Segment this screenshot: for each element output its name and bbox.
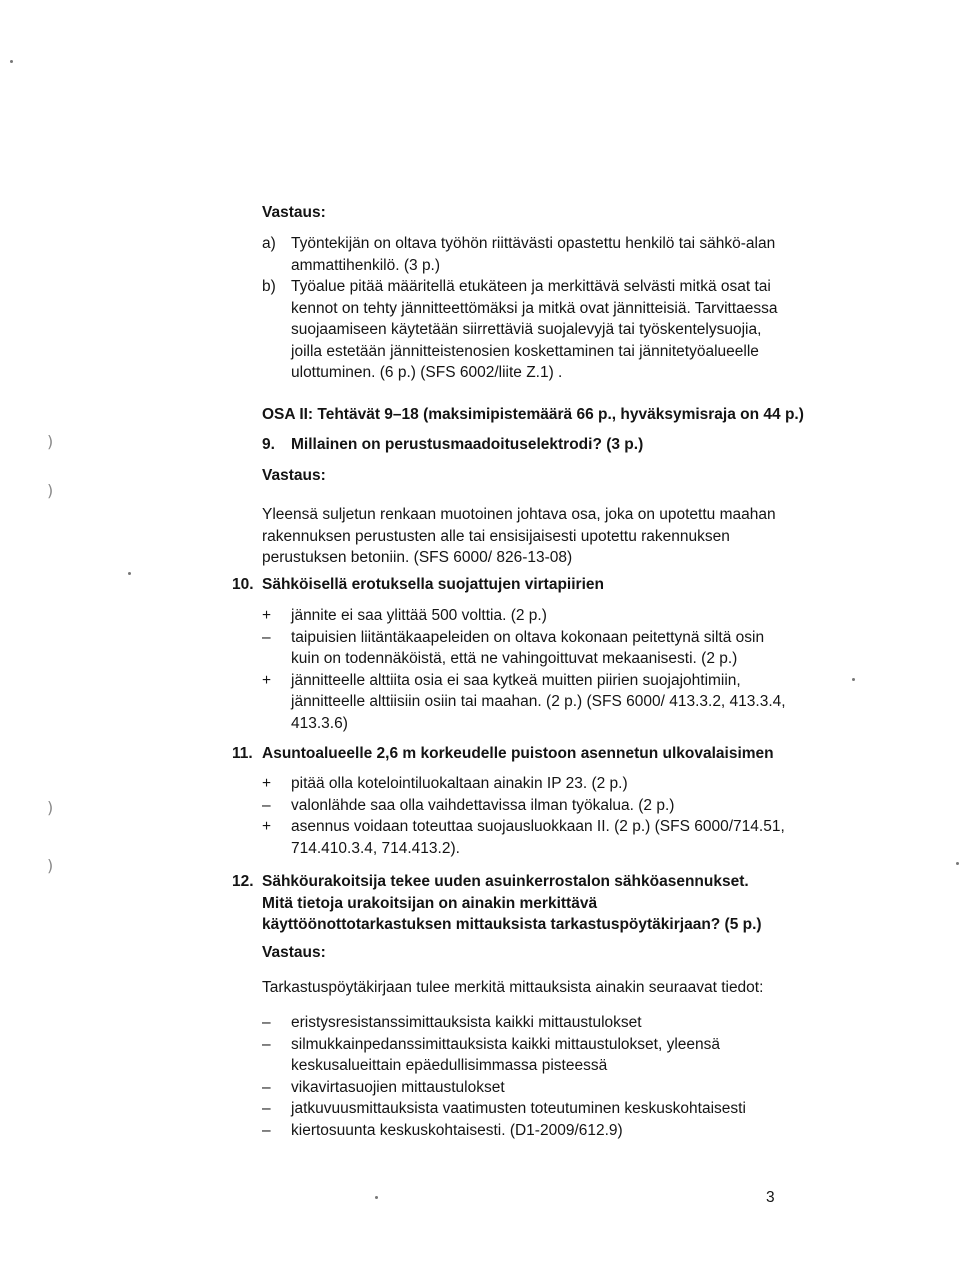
answer-list — [262, 233, 796, 384]
list-item — [262, 1012, 796, 1034]
answer-list — [262, 1012, 796, 1141]
scan-speck — [852, 678, 855, 681]
question-number: 10. — [232, 576, 254, 593]
item-marker: + — [262, 775, 272, 792]
list-item — [262, 670, 796, 735]
list-item — [262, 605, 796, 627]
item-text: pitää olla kotelointiluokaltaan ainakin IP 23. (2 p.) — [291, 775, 628, 792]
item-marker: – — [262, 1035, 271, 1053]
list-item — [262, 1034, 796, 1077]
item-text: taipuisien liitäntäkaapeleiden on oltava kokonaan peitettynä siltä osin kuin on todennäköistä, että ne vahingoittuvat mekaanisesti. (2 p.) — [291, 628, 765, 667]
item-text: jännitteelle alttiita osia ei saa kytkeä muitten piirien suojajohtimiin, jännitteelle alttiisiin osiin tai maahan. (2 p.) (SFS 6000/ 413.3.2, 413.3.4, 413.3.6) — [291, 671, 786, 732]
item-text: asennus voidaan toteuttaa suojausluokkaan II. (2 p.) (SFS 6000/714.51, 714.410.3.4, 714.413.2). — [291, 818, 785, 857]
scan-speck — [10, 60, 13, 63]
list-item — [262, 276, 796, 384]
item-text: Työalue pitää määritellä etukäteen ja merkittävä selvästi mitkä osat tai kennot on tehty jännitteettömäksi ja mitkä ovat jännitteisiä. Tarvittaessa suojaamiseen käytetään siirrettäviä suojalevyjä tai työskentelysuojia, joilla estetään jännitteistenosien koskettaminen tai jännitetyöalueelle ulottuminen. (6 p.) (SFS 6002/liite Z.1) . — [291, 278, 778, 381]
list-item — [262, 773, 796, 795]
item-marker: + — [262, 607, 272, 624]
item-text: eristysresistanssimittauksista kaikki mittaustulokset — [291, 1014, 642, 1031]
answer-label: Vastaus: — [262, 944, 326, 961]
item-marker: – — [262, 1100, 271, 1117]
item-marker: + — [262, 671, 272, 689]
scan-mark-paren: ) — [47, 798, 54, 817]
scan-speck — [956, 862, 959, 865]
scan-mark-paren: ) — [47, 432, 54, 451]
question-number: 12. — [232, 873, 254, 890]
item-marker: a) — [262, 235, 276, 252]
item-marker: – — [262, 1078, 271, 1096]
scan-speck — [375, 1196, 378, 1199]
scan-mark-paren: ) — [47, 481, 54, 500]
question-number: 11. — [232, 745, 253, 762]
item-marker: – — [262, 1121, 271, 1139]
item-marker: – — [262, 1014, 271, 1031]
list-item — [262, 1077, 796, 1099]
section-title: OSA II: Tehtävät 9–18 (maksimipistemäärä 66 p., hyväksymisraja on 44 p.) — [262, 406, 804, 423]
list-item — [262, 795, 796, 817]
item-text: valonlähde saa olla vaihdettavissa ilman työkalua. (2 p.) — [291, 796, 675, 814]
question-text: Sähköisellä erotuksella suojattujen virtapiirien — [262, 576, 604, 593]
item-text: jatkuvuusmittauksista vaatimusten toteutuminen keskuskohtaisesti — [291, 1100, 746, 1117]
item-marker: – — [262, 796, 271, 814]
item-text: Työntekijän on oltava työhön riittävästi opastettu henkilö tai sähkö-alan ammattihenkilö. (3 p.) — [291, 235, 776, 274]
answer-intro: Tarkastuspöytäkirjaan tulee merkitä mittauksista ainakin seuraavat tiedot: — [262, 979, 764, 996]
list-item — [262, 1120, 796, 1142]
list-item — [262, 816, 796, 859]
answer-text: Yleensä suljetun renkaan muotoinen johtava osa, joka on upotettu maahan rakennuksen perustusten alle tai ensisijaisesti upotettu rakennuksen perustuksen betoniin. (SFS 6000/ 826-13-08) — [262, 506, 776, 566]
answer-label: Vastaus: — [262, 204, 326, 221]
item-text: jännite ei saa ylittää 500 volttia. (2 p.) — [291, 607, 547, 624]
scan-speck — [128, 572, 131, 575]
question-text: Asuntoalueelle 2,6 m korkeudelle puistoon asennetun ulkovalaisimen — [262, 745, 774, 762]
answer-label: Vastaus: — [262, 467, 326, 484]
item-marker: + — [262, 818, 272, 835]
item-text: kiertosuunta keskuskohtaisesti. (D1-2009/612.9) — [291, 1121, 623, 1139]
list-item — [262, 233, 796, 276]
question-text: Millainen on perustusmaadoituselektrodi? (3 p.) — [291, 436, 644, 453]
item-text: vikavirtasuojien mittaustulokset — [291, 1078, 505, 1096]
item-marker: – — [262, 628, 271, 646]
item-marker: b) — [262, 278, 276, 295]
list-item — [262, 627, 796, 670]
question-text: Sähköurakoitsija tekee uuden asuinkerrostalon sähköasennukset. Mitä tietoja urakoitsijan on ainakin merkittävä käyttöönottotarkastuksen mittauksista tarkastuspöytäkirjaan? (5 p.) — [262, 873, 762, 933]
page-number: 3 — [766, 1189, 775, 1206]
answer-list — [262, 605, 796, 734]
question-number: 9. — [262, 436, 275, 453]
answer-list — [262, 773, 796, 859]
list-item — [262, 1098, 796, 1120]
scan-mark-paren: ) — [47, 856, 54, 875]
item-text: silmukkainpedanssimittauksista kaikki mittaustulokset, yleensä keskusalueittain epäedullisimmassa pisteessä — [291, 1035, 721, 1074]
